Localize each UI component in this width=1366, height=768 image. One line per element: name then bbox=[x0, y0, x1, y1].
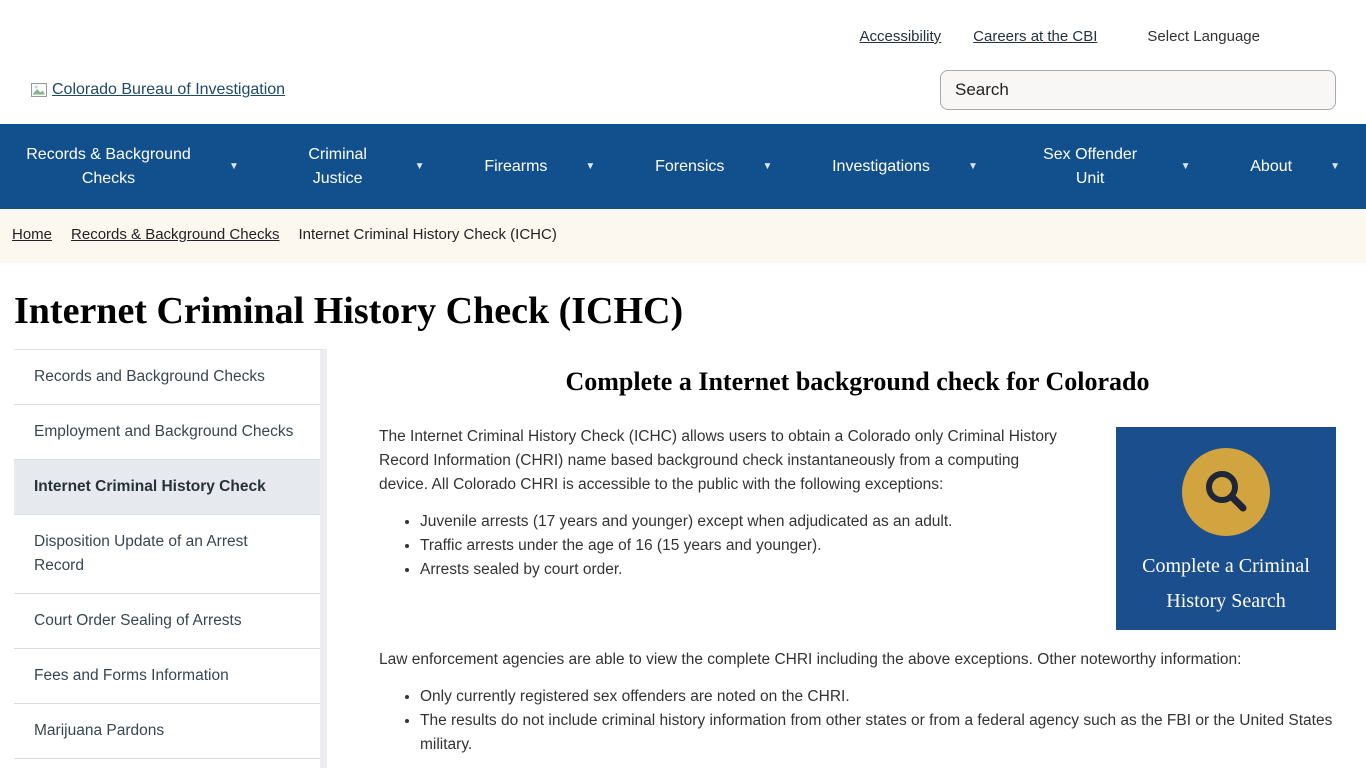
list-item: • Arrests sealed by court order. bbox=[420, 558, 1336, 582]
nav-item-about[interactable] bbox=[1250, 155, 1340, 179]
chevron-down-icon[interactable]: ▼ bbox=[762, 161, 773, 172]
sidebar-item-internet-criminal-history-check[interactable]: Internet Criminal History Check bbox=[14, 460, 320, 515]
nav-item-forensics[interactable] bbox=[655, 155, 772, 179]
broken-image-icon bbox=[30, 82, 50, 99]
chevron-down-icon[interactable]: ▼ bbox=[585, 161, 596, 172]
card-text bbox=[1142, 549, 1310, 619]
card-line1: Complete a Criminal bbox=[1142, 555, 1310, 577]
sidebar-item-court-order-sealing[interactable]: Court Order Sealing of Arrests bbox=[14, 594, 320, 649]
accessibility-link[interactable]: Accessibility bbox=[859, 28, 942, 45]
nav-item-records-background-checks[interactable] bbox=[26, 143, 239, 191]
list-item: • Juvenile arrests (17 years and younger) except when adjudicated as an adult. bbox=[420, 510, 1336, 534]
sidebar-item-employment-and-background-checks[interactable]: Employment and Background Checks bbox=[14, 405, 320, 460]
nav-label: Criminal Justice bbox=[308, 145, 367, 187]
magnifier-icon bbox=[1201, 467, 1251, 517]
nav-label: Sex Offender Unit bbox=[1043, 145, 1138, 187]
nav-label: Forensics bbox=[655, 157, 725, 175]
nav-label: Firearms bbox=[484, 157, 548, 175]
sidebar-item-disposition-update[interactable]: Disposition Update of an Arrest Record bbox=[14, 515, 320, 594]
breadcrumb-home[interactable]: Home bbox=[12, 226, 53, 243]
nav-label: Records & Background Checks bbox=[26, 145, 191, 187]
list-item: • Traffic arrests under the age of 16 (15 years and younger). bbox=[420, 534, 1336, 558]
law-enforcement-paragraph: Law enforcement agencies are able to view the complete CHRI including the above exceptions. Other noteworthy information: bbox=[379, 651, 1242, 668]
breadcrumb-current: Internet Criminal History Check (ICHC) bbox=[298, 226, 557, 243]
breadcrumb bbox=[0, 209, 1366, 263]
nav-label: Investigations bbox=[832, 157, 930, 175]
sidebar-item-fees-and-forms[interactable]: Fees and Forms Information bbox=[14, 649, 320, 704]
nav-item-firearms[interactable] bbox=[484, 155, 595, 179]
nav-item-sex-offender-unit[interactable] bbox=[1038, 143, 1191, 191]
chevron-down-icon[interactable]: ▼ bbox=[967, 161, 978, 172]
section-menu bbox=[14, 349, 327, 768]
nav-label: About bbox=[1250, 157, 1293, 175]
chevron-down-icon[interactable]: ▼ bbox=[1180, 161, 1191, 172]
main-navigation bbox=[0, 124, 1366, 209]
select-language-widget[interactable]: Select Language bbox=[1147, 28, 1260, 45]
sidebar-item-marijuana-pardons[interactable]: Marijuana Pardons bbox=[14, 704, 320, 759]
logo-link[interactable] bbox=[30, 81, 285, 99]
chevron-down-icon[interactable]: ▼ bbox=[1330, 161, 1340, 172]
card-line2: History Search bbox=[1166, 590, 1286, 612]
page-body bbox=[0, 349, 1366, 768]
search-icon-badge bbox=[1182, 448, 1270, 536]
page-title: Internet Criminal History Check (ICHC) bbox=[14, 290, 684, 332]
criminal-history-search-card[interactable] bbox=[1116, 427, 1336, 630]
notes-list bbox=[405, 685, 1336, 757]
site-header bbox=[0, 45, 1366, 119]
sidebar-item-records-and-background-checks[interactable]: Records and Background Checks bbox=[14, 350, 320, 405]
utility-bar bbox=[0, 0, 1366, 45]
list-item: • Only currently registered sex offenders are noted on the CHRI. bbox=[420, 685, 1336, 709]
list-item: • The results do not include criminal history information from other states or from a federal agency such as the FBI or the United States military. bbox=[420, 709, 1336, 757]
chevron-down-icon[interactable]: ▼ bbox=[229, 161, 239, 172]
chevron-down-icon[interactable]: ▼ bbox=[414, 161, 425, 172]
search-input[interactable] bbox=[940, 70, 1336, 110]
nav-item-investigations[interactable] bbox=[832, 155, 978, 179]
sidebar-item-clipped[interactable] bbox=[14, 759, 320, 768]
breadcrumb-records-background-checks[interactable]: Records & Background Checks bbox=[71, 226, 280, 243]
nav-item-criminal-justice[interactable] bbox=[299, 143, 425, 191]
section-heading: Complete a Internet background check for Colorado bbox=[565, 367, 1150, 396]
logo-text: Colorado Bureau of Investigation bbox=[52, 81, 286, 98]
intro-paragraph: The Internet Criminal History Check (ICHC) allows users to obtain a Colorado only Criminal History Record Information (CHRI) name based background check instantaneously from a computing device. All Colorado CHRI is accessible to the public with the following exceptions: bbox=[379, 428, 1057, 493]
careers-link[interactable]: Careers at the CBI bbox=[973, 28, 1098, 45]
main-content bbox=[327, 349, 1366, 757]
